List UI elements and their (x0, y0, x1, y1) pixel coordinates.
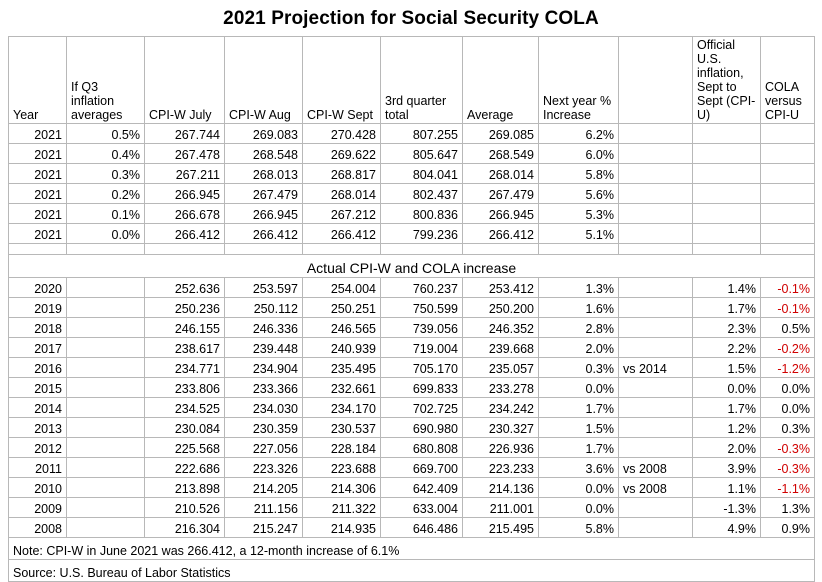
cell-cpiw-july: 213.898 (145, 478, 225, 498)
cell-average: 235.057 (463, 358, 539, 378)
cell-cola-vs (761, 204, 815, 224)
table-row (9, 398, 815, 418)
table-row (9, 478, 815, 498)
cell-next-year: 6.2% (539, 124, 619, 144)
cell-average: 214.136 (463, 478, 539, 498)
footer-note: Note: CPI-W in June 2021 was 266.412, a 12-month increase of 6.1% (9, 538, 815, 560)
cell-cpiw-aug: 234.030 (225, 398, 303, 418)
cell-year: 2021 (9, 224, 67, 244)
table-row (9, 458, 815, 478)
cell-official: 2.3% (693, 318, 761, 338)
cell-cpiw-sept: 223.688 (303, 458, 381, 478)
table-row (9, 298, 815, 318)
footer-source: Source: U.S. Bureau of Labor Statistics (9, 560, 815, 582)
cell-next-year: 0.0% (539, 378, 619, 398)
table-row (9, 418, 815, 438)
cell-cpiw-sept: 270.428 (303, 124, 381, 144)
cell-next-year: 5.6% (539, 184, 619, 204)
cell-note (619, 144, 693, 164)
cell-q3-total: 719.004 (381, 338, 463, 358)
cell-if-q3 (67, 278, 145, 298)
cell-average: 211.001 (463, 498, 539, 518)
cell-note: vs 2008 (619, 458, 693, 478)
cell-note (619, 418, 693, 438)
cell-average: 267.479 (463, 184, 539, 204)
cell-note (619, 338, 693, 358)
cell-cpiw-aug: 239.448 (225, 338, 303, 358)
cell-average: 268.549 (463, 144, 539, 164)
spacer-cell (619, 244, 693, 255)
cell-cpiw-sept: 214.935 (303, 518, 381, 538)
cell-cpiw-july: 267.744 (145, 124, 225, 144)
cell-average: 269.085 (463, 124, 539, 144)
cell-official: 0.0% (693, 378, 761, 398)
cell-cpiw-aug: 250.112 (225, 298, 303, 318)
cell-year: 2011 (9, 458, 67, 478)
spacer-cell (303, 244, 381, 255)
spacer-row (9, 244, 815, 255)
col-header-next-year: Next year % Increase (539, 37, 619, 124)
cell-note (619, 184, 693, 204)
cell-if-q3 (67, 458, 145, 478)
cell-cola-vs: -1.1% (761, 478, 815, 498)
cell-cpiw-sept: 211.322 (303, 498, 381, 518)
cell-cpiw-sept: 232.661 (303, 378, 381, 398)
cell-cola-vs (761, 124, 815, 144)
cell-cola-vs: -0.3% (761, 458, 815, 478)
cell-cpiw-july: 216.304 (145, 518, 225, 538)
cell-average: 215.495 (463, 518, 539, 538)
table-row (9, 318, 815, 338)
cell-note (619, 298, 693, 318)
cell-q3-total: 705.170 (381, 358, 463, 378)
cell-next-year: 1.5% (539, 418, 619, 438)
cell-cpiw-sept: 254.004 (303, 278, 381, 298)
cell-cola-vs: -1.2% (761, 358, 815, 378)
cell-year: 2015 (9, 378, 67, 398)
cell-cpiw-july: 266.412 (145, 224, 225, 244)
cell-cpiw-aug: 266.412 (225, 224, 303, 244)
spacer-cell (693, 244, 761, 255)
cell-next-year: 1.3% (539, 278, 619, 298)
cell-cpiw-july: 267.211 (145, 164, 225, 184)
cell-official: 1.4% (693, 278, 761, 298)
cell-year: 2021 (9, 204, 67, 224)
cell-cpiw-aug: 234.904 (225, 358, 303, 378)
cell-cpiw-aug: 246.336 (225, 318, 303, 338)
cell-official: 1.7% (693, 298, 761, 318)
cell-cpiw-july: 210.526 (145, 498, 225, 518)
cell-cpiw-july: 233.806 (145, 378, 225, 398)
cell-note (619, 398, 693, 418)
table-row (9, 338, 815, 358)
cell-cpiw-sept: 228.184 (303, 438, 381, 458)
cell-cola-vs: 0.5% (761, 318, 815, 338)
cell-note (619, 378, 693, 398)
header-row (9, 37, 815, 124)
cell-cpiw-july: 230.084 (145, 418, 225, 438)
cell-cpiw-july: 238.617 (145, 338, 225, 358)
cell-q3-total: 702.725 (381, 398, 463, 418)
table-row (9, 164, 815, 184)
cell-next-year: 1.6% (539, 298, 619, 318)
cell-cpiw-sept: 250.251 (303, 298, 381, 318)
cell-cpiw-aug: 268.013 (225, 164, 303, 184)
col-header-q3-total: 3rd quarter total (381, 37, 463, 124)
cell-cola-vs: -0.3% (761, 438, 815, 458)
cell-official (693, 184, 761, 204)
spacer-cell (145, 244, 225, 255)
cell-cpiw-aug: 227.056 (225, 438, 303, 458)
footer-source-row (9, 560, 815, 582)
cell-year: 2013 (9, 418, 67, 438)
cell-if-q3 (67, 478, 145, 498)
cell-if-q3: 0.2% (67, 184, 145, 204)
cell-if-q3 (67, 518, 145, 538)
cell-official: 3.9% (693, 458, 761, 478)
col-header-official: Official U.S. inflation, Sept to Sept (CPI-U) (693, 37, 761, 124)
cell-year: 2021 (9, 164, 67, 184)
spacer-cell (67, 244, 145, 255)
cell-cpiw-aug: 269.083 (225, 124, 303, 144)
cell-if-q3 (67, 298, 145, 318)
section-header-label: Actual CPI-W and COLA increase (9, 255, 815, 278)
spacer-cell (9, 244, 67, 255)
cell-year: 2012 (9, 438, 67, 458)
cell-cpiw-july: 234.771 (145, 358, 225, 378)
cell-note: vs 2014 (619, 358, 693, 378)
cell-average: 234.242 (463, 398, 539, 418)
spacer-cell (381, 244, 463, 255)
cell-next-year: 5.8% (539, 518, 619, 538)
cell-official: 1.5% (693, 358, 761, 378)
cell-cola-vs: 0.9% (761, 518, 815, 538)
cell-year: 2021 (9, 144, 67, 164)
cell-cpiw-sept: 214.306 (303, 478, 381, 498)
cell-q3-total: 699.833 (381, 378, 463, 398)
cell-q3-total: 750.599 (381, 298, 463, 318)
cell-next-year: 2.8% (539, 318, 619, 338)
cell-official: 4.9% (693, 518, 761, 538)
table-row (9, 124, 815, 144)
cell-if-q3 (67, 318, 145, 338)
cell-official: 1.2% (693, 418, 761, 438)
cell-official (693, 124, 761, 144)
cell-cpiw-sept: 268.014 (303, 184, 381, 204)
cell-official: -1.3% (693, 498, 761, 518)
cell-if-q3: 0.3% (67, 164, 145, 184)
col-header-year: Year (9, 37, 67, 124)
cell-average: 268.014 (463, 164, 539, 184)
cell-average: 246.352 (463, 318, 539, 338)
section-header-row (9, 255, 815, 278)
cell-cola-vs: -0.1% (761, 278, 815, 298)
cell-year: 2009 (9, 498, 67, 518)
cell-q3-total: 799.236 (381, 224, 463, 244)
cell-cpiw-sept: 246.565 (303, 318, 381, 338)
cell-next-year: 5.3% (539, 204, 619, 224)
col-header-note (619, 37, 693, 124)
col-header-cola-vs: COLA versus CPI-U (761, 37, 815, 124)
cell-q3-total: 800.836 (381, 204, 463, 224)
cell-q3-total: 807.255 (381, 124, 463, 144)
cell-average: 266.945 (463, 204, 539, 224)
spacer-cell (225, 244, 303, 255)
cell-q3-total: 642.409 (381, 478, 463, 498)
cell-cola-vs (761, 164, 815, 184)
cell-average: 266.412 (463, 224, 539, 244)
cell-note (619, 518, 693, 538)
cell-average: 239.668 (463, 338, 539, 358)
cola-table (8, 36, 815, 582)
cell-year: 2014 (9, 398, 67, 418)
col-header-if-q3: If Q3 inflation averages (67, 37, 145, 124)
cell-if-q3 (67, 498, 145, 518)
cell-q3-total: 805.647 (381, 144, 463, 164)
table-row (9, 498, 815, 518)
cell-cpiw-sept: 235.495 (303, 358, 381, 378)
cell-cpiw-july: 266.945 (145, 184, 225, 204)
cell-official: 1.1% (693, 478, 761, 498)
table-row (9, 378, 815, 398)
table-row (9, 204, 815, 224)
table-body (9, 124, 815, 582)
cell-note (619, 124, 693, 144)
table-row (9, 278, 815, 298)
cell-cola-vs (761, 144, 815, 164)
cell-cpiw-sept: 266.412 (303, 224, 381, 244)
cell-q3-total: 646.486 (381, 518, 463, 538)
cell-if-q3: 0.0% (67, 224, 145, 244)
col-header-cpiw-july: CPI-W July (145, 37, 225, 124)
cell-cpiw-aug: 266.945 (225, 204, 303, 224)
cell-if-q3 (67, 358, 145, 378)
cell-note: vs 2008 (619, 478, 693, 498)
cell-note (619, 278, 693, 298)
cell-year: 2021 (9, 184, 67, 204)
cell-next-year: 2.0% (539, 338, 619, 358)
table-row (9, 184, 815, 204)
cell-note (619, 164, 693, 184)
cell-cpiw-july: 252.636 (145, 278, 225, 298)
cell-next-year: 0.3% (539, 358, 619, 378)
cell-cpiw-sept: 268.817 (303, 164, 381, 184)
cell-official (693, 204, 761, 224)
cell-cola-vs: 0.3% (761, 418, 815, 438)
cell-q3-total: 760.237 (381, 278, 463, 298)
cell-cpiw-july: 266.678 (145, 204, 225, 224)
cell-official (693, 224, 761, 244)
cell-cola-vs: 0.0% (761, 378, 815, 398)
table-row (9, 224, 815, 244)
cell-cola-vs: -0.1% (761, 298, 815, 318)
cell-official: 2.0% (693, 438, 761, 458)
cell-year: 2010 (9, 478, 67, 498)
table-row (9, 144, 815, 164)
cell-official (693, 144, 761, 164)
table-row (9, 518, 815, 538)
cell-cpiw-sept: 269.622 (303, 144, 381, 164)
cell-cpiw-july: 250.236 (145, 298, 225, 318)
cell-q3-total: 739.056 (381, 318, 463, 338)
cell-cpiw-sept: 240.939 (303, 338, 381, 358)
cell-next-year: 6.0% (539, 144, 619, 164)
cell-year: 2019 (9, 298, 67, 318)
cell-official (693, 164, 761, 184)
cell-cpiw-aug: 215.247 (225, 518, 303, 538)
cell-cpiw-aug: 267.479 (225, 184, 303, 204)
cell-cpiw-july: 267.478 (145, 144, 225, 164)
cell-cola-vs (761, 184, 815, 204)
cell-if-q3 (67, 418, 145, 438)
cell-note (619, 498, 693, 518)
cell-cpiw-aug: 268.548 (225, 144, 303, 164)
table-header (9, 37, 815, 124)
cell-if-q3 (67, 378, 145, 398)
cell-next-year: 5.1% (539, 224, 619, 244)
cell-q3-total: 633.004 (381, 498, 463, 518)
cell-cpiw-aug: 253.597 (225, 278, 303, 298)
cell-cola-vs: 0.0% (761, 398, 815, 418)
cell-next-year: 1.7% (539, 398, 619, 418)
cell-average: 250.200 (463, 298, 539, 318)
cell-q3-total: 802.437 (381, 184, 463, 204)
cell-cpiw-july: 225.568 (145, 438, 225, 458)
cell-note (619, 224, 693, 244)
cell-q3-total: 669.700 (381, 458, 463, 478)
cell-cpiw-aug: 214.205 (225, 478, 303, 498)
cell-q3-total: 690.980 (381, 418, 463, 438)
cell-cola-vs (761, 224, 815, 244)
cell-next-year: 0.0% (539, 478, 619, 498)
cell-cpiw-sept: 267.212 (303, 204, 381, 224)
cell-cpiw-july: 246.155 (145, 318, 225, 338)
cell-if-q3: 0.4% (67, 144, 145, 164)
cell-cpiw-aug: 233.366 (225, 378, 303, 398)
cell-year: 2021 (9, 124, 67, 144)
cell-note (619, 318, 693, 338)
cell-if-q3: 0.5% (67, 124, 145, 144)
table-row (9, 358, 815, 378)
table-row (9, 438, 815, 458)
cell-official: 1.7% (693, 398, 761, 418)
cell-cpiw-sept: 230.537 (303, 418, 381, 438)
cell-if-q3 (67, 438, 145, 458)
cell-next-year: 1.7% (539, 438, 619, 458)
cell-note (619, 438, 693, 458)
cell-year: 2016 (9, 358, 67, 378)
cell-next-year: 3.6% (539, 458, 619, 478)
cell-cola-vs: -0.2% (761, 338, 815, 358)
cell-if-q3 (67, 338, 145, 358)
cell-average: 226.936 (463, 438, 539, 458)
cell-q3-total: 804.041 (381, 164, 463, 184)
cell-q3-total: 680.808 (381, 438, 463, 458)
cell-cola-vs: 1.3% (761, 498, 815, 518)
cell-cpiw-aug: 230.359 (225, 418, 303, 438)
cell-cpiw-sept: 234.170 (303, 398, 381, 418)
cell-average: 223.233 (463, 458, 539, 478)
cell-if-q3: 0.1% (67, 204, 145, 224)
cell-cpiw-july: 222.686 (145, 458, 225, 478)
cell-cpiw-aug: 211.156 (225, 498, 303, 518)
cell-average: 253.412 (463, 278, 539, 298)
cell-average: 233.278 (463, 378, 539, 398)
cell-next-year: 0.0% (539, 498, 619, 518)
cell-year: 2008 (9, 518, 67, 538)
spacer-cell (463, 244, 539, 255)
cell-cpiw-july: 234.525 (145, 398, 225, 418)
col-header-cpiw-aug: CPI-W Aug (225, 37, 303, 124)
spacer-cell (539, 244, 619, 255)
cell-next-year: 5.8% (539, 164, 619, 184)
cell-year: 2017 (9, 338, 67, 358)
cell-year: 2018 (9, 318, 67, 338)
cell-cpiw-aug: 223.326 (225, 458, 303, 478)
spacer-cell (761, 244, 815, 255)
footer-note-row (9, 538, 815, 560)
page-title: 2021 Projection for Social Security COLA (223, 8, 599, 29)
cell-note (619, 204, 693, 224)
cell-official: 2.2% (693, 338, 761, 358)
cell-average: 230.327 (463, 418, 539, 438)
col-header-cpiw-sept: CPI-W Sept (303, 37, 381, 124)
cell-if-q3 (67, 398, 145, 418)
cell-year: 2020 (9, 278, 67, 298)
col-header-average: Average (463, 37, 539, 124)
